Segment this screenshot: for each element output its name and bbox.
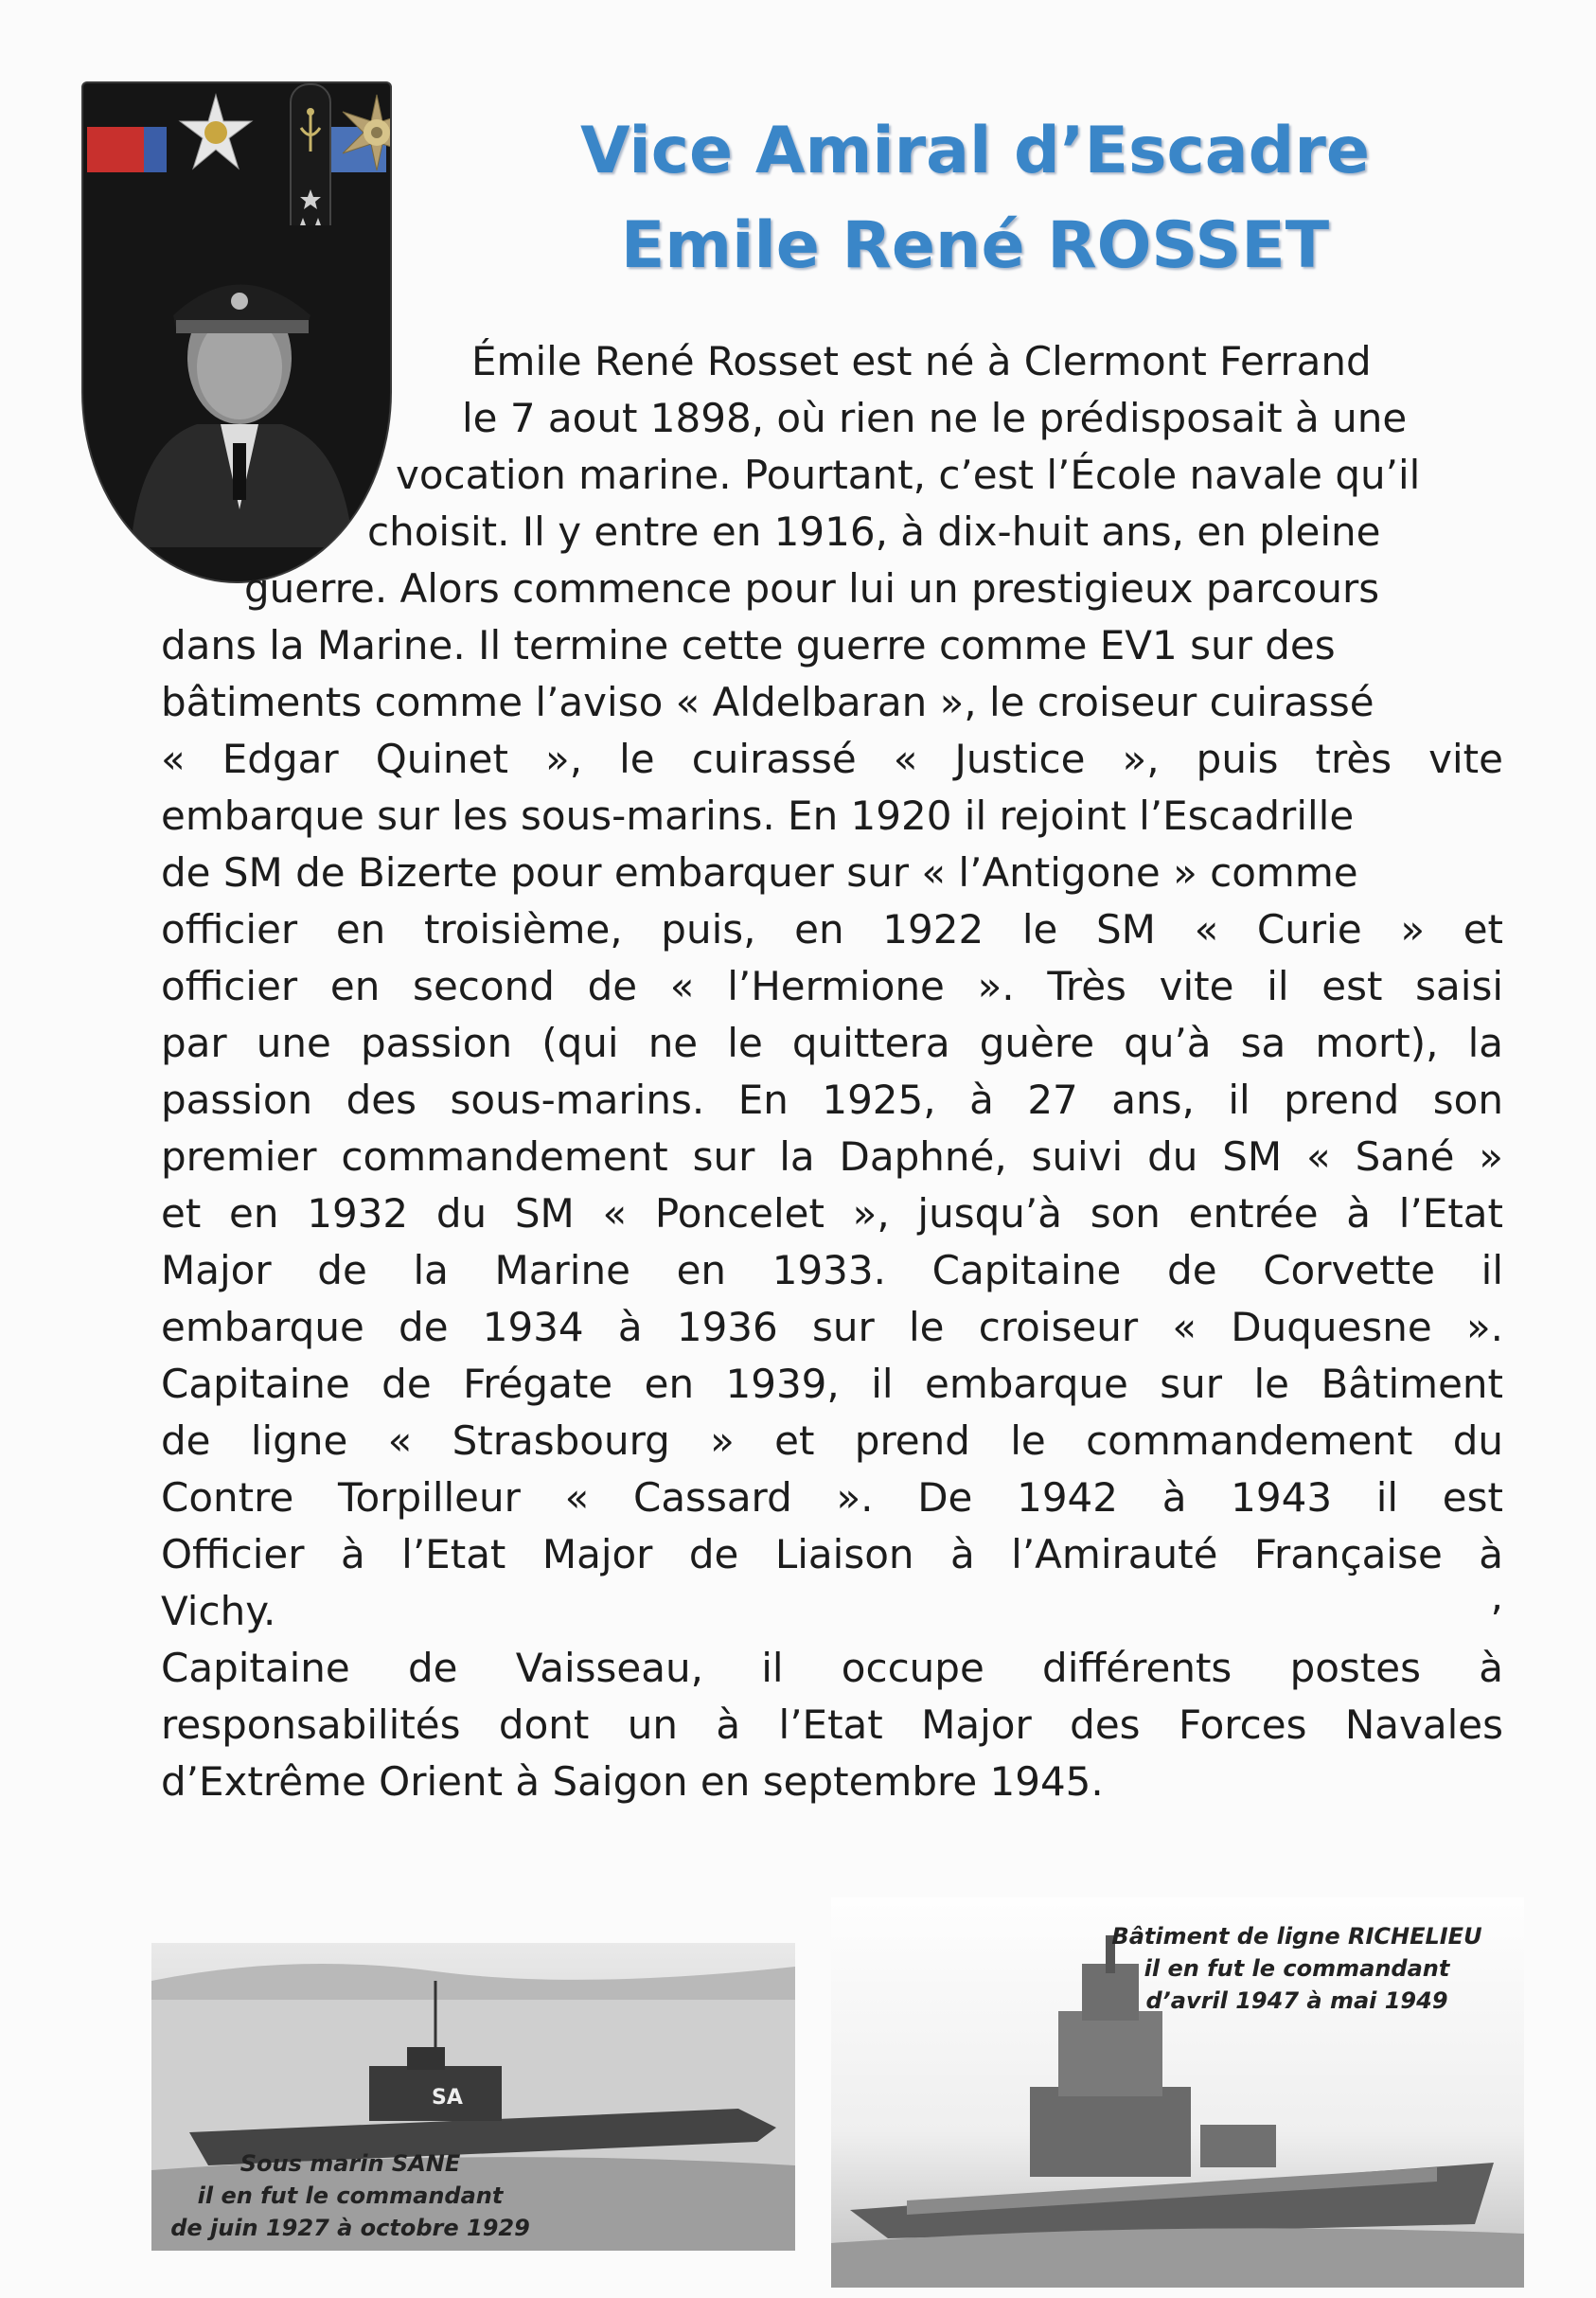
text-line	[161, 1573, 1503, 1640]
submarine-caption	[142, 2147, 559, 2244]
text-line: « Edgar Quinet », le cuirassé « Justice », puis très vite	[161, 736, 1503, 782]
text-line: de SM de Bizerte pour embarquer sur « l’Antigone » comme	[161, 849, 1358, 896]
text-line: de ligne « Strasbourg » et prend le commandement du	[161, 1417, 1503, 1464]
text-line: embarque de 1934 à 1936 sur le croiseur « Duquesne ».	[161, 1304, 1503, 1350]
legion-honour-medal-icon	[176, 93, 256, 172]
text-line: responsabilités dont un à l’Etat Major des Forces Navales	[161, 1701, 1503, 1748]
text-line: premier commandement sur la Daphné, suivi du SM « Sané »	[161, 1133, 1503, 1180]
biography-text	[161, 333, 1503, 1810]
text-line: dans la Marine. Il termine cette guerre comme EV1 sur des	[161, 622, 1336, 668]
text-line: officier en troisième, puis, en 1922 le SM « Curie » et	[161, 906, 1503, 953]
text-line: Contre Torpilleur « Cassard ». De 1942 à 1943 il est	[161, 1474, 1503, 1521]
order-star-medal-icon	[337, 93, 390, 172]
text-line: d’Extrême Orient à Saigon en septembre 1945.	[161, 1758, 1104, 1805]
text-line: Capitaine de Vaisseau, il occupe différents postes à	[161, 1645, 1503, 1691]
text-line: choisit. Il y entre en 1916, à dix-huit ans, en pleine	[367, 508, 1381, 555]
text-line: officier en second de « l’Hermione ». Très vite il est saisi	[161, 963, 1503, 1009]
battleship-caption	[1098, 1920, 1496, 2017]
submarine-caption-line: il en fut le commandant	[197, 2182, 504, 2209]
battleship-caption-line: Bâtiment de ligne RICHELIEU	[1111, 1923, 1482, 1950]
text-line: embarque sur les sous-marins. En 1920 il rejoint l’Escadrille	[161, 793, 1355, 839]
submarine-caption-line: Sous marin SANE	[239, 2150, 461, 2177]
text-line: guerre. Alors commence pour lui un prestigieux parcours	[244, 565, 1380, 612]
text-line: Officier à l’Etat Major de Liaison à l’Amirauté Française à	[161, 1531, 1503, 1577]
text-line: Major de la Marine en 1933. Capitaine de Corvette il	[161, 1247, 1503, 1293]
battleship-caption-line: d’avril 1947 à mai 1949	[1145, 1987, 1448, 2014]
page-title	[445, 104, 1505, 294]
text-line: passion des sous-marins. En 1925, à 27 ans, il prend son	[161, 1077, 1503, 1123]
text-line: le 7 aout 1898, où rien ne le prédisposait à une	[462, 395, 1408, 441]
submarine-hull-label: SA	[432, 2086, 463, 2110]
stray-mark: ,	[1490, 1573, 1503, 1619]
title-line-1: Vice Amiral d’Escadre	[580, 114, 1370, 188]
submarine-caption-line: de juin 1927 à octobre 1929	[170, 2215, 530, 2241]
battleship-caption-line: il en fut le commandant	[1144, 1955, 1450, 1982]
text-line-vichy: Vichy.	[161, 1588, 276, 1634]
title-line-2: Emile René ROSSET	[620, 208, 1330, 283]
text-line: bâtiments comme l’aviso « Aldelbaran », le croiseur cuirassé	[161, 679, 1374, 725]
text-line: et en 1932 du SM « Poncelet », jusqu’à son entrée à l’Etat	[161, 1190, 1503, 1237]
text-line: par une passion (qui ne le quittera guère qu’à sa mort), la	[161, 1020, 1503, 1066]
text-line: Capitaine de Frégate en 1939, il embarque sur le Bâtiment	[161, 1361, 1503, 1407]
text-line: Émile René Rosset est né à Clermont Ferrand	[471, 338, 1372, 384]
text-line: vocation marine. Pourtant, c’est l’École navale qu’il	[396, 452, 1421, 498]
